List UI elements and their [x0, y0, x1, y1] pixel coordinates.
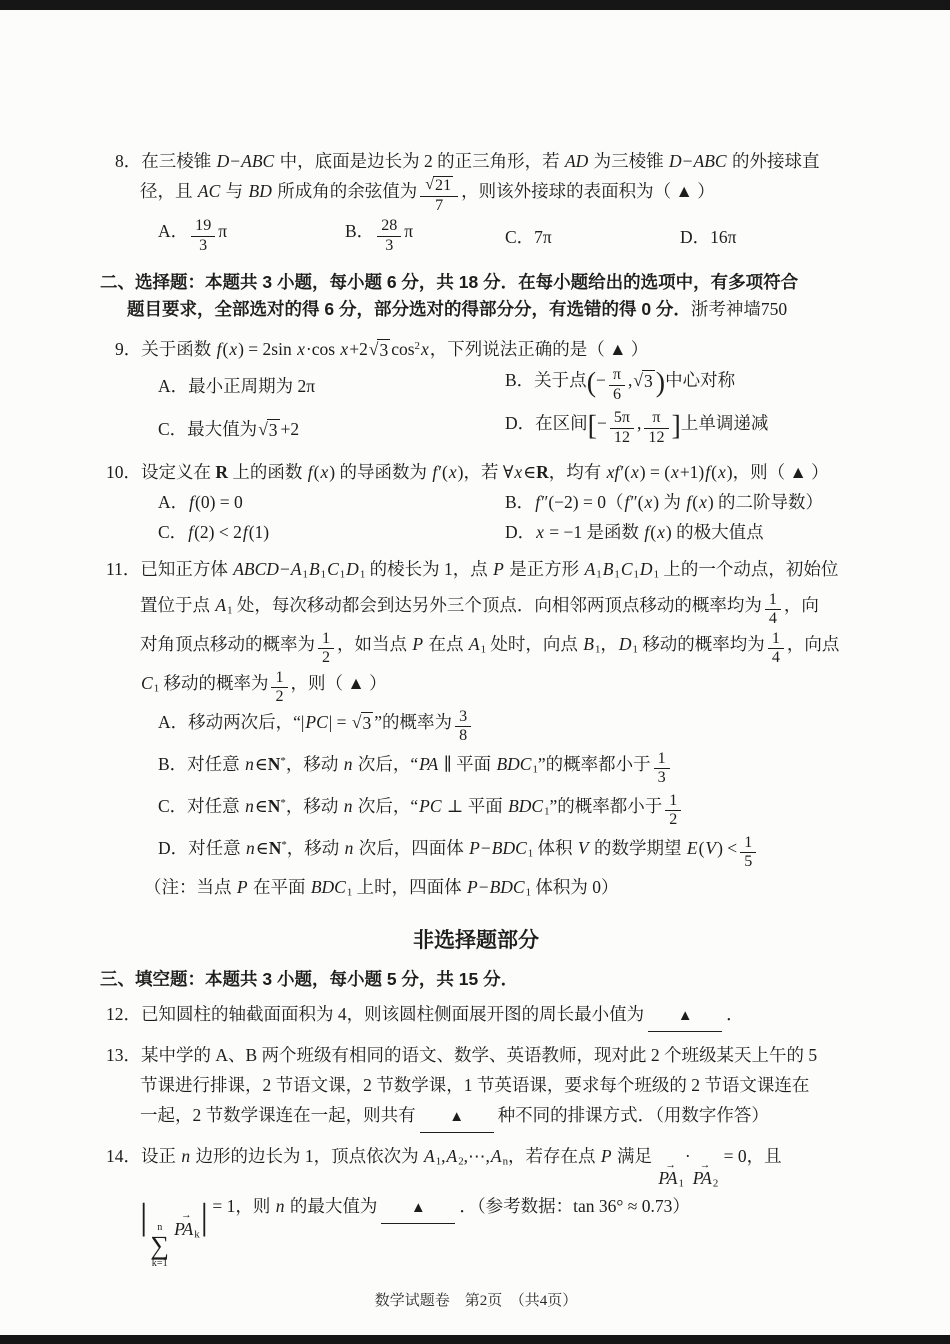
section-2-header-line-2: 题目要求，全部选对的得 6 分，部分选对的得部分分，有选错的得 0 分．浙考神墙750	[127, 299, 788, 320]
option-11a: A．移动两次后，“|PC| = √ 3 ”的概率为 $\frac{3}{8}$	[100, 707, 852, 746]
question-14	[100, 1141, 852, 1270]
question-13	[100, 1040, 852, 1133]
option-9a: A．最小正周期为 2π	[158, 375, 316, 396]
question-8-line-1: 8．在三棱锥 D−ABC 中，底面是边长为 2 的正三角形，若 AD 为三棱锥 D−ABC 的外接球直	[115, 151, 820, 171]
question-11-line-4: $C_1$ 移动的概率为 $\frac{1}{2}$ ，则（ ▲ ）	[141, 668, 387, 706]
option-11c: C．对任意 n∈N*，移动 n 次后，“PC ⊥ 平面 $BDC_1$”的概率都小于 $\frac{1}{2}$	[100, 788, 852, 830]
question-10-stem: 10．设定义在 R 上的函数 f(x) 的导函数为 f′(x)，若 ∀x∈R，均有 xf′(x) = (x+1)f(x)，则（ ▲ ）	[106, 462, 829, 482]
option-10d: D．x = −1 是函数 f(x) 的极大值点	[505, 522, 764, 542]
question-11-line-2: 置位于点 $A_1$ 处，每次移动都会到达另外三个顶点．向相邻两顶点移动的概率均为 $\frac{1}{4}$ ，向	[140, 590, 819, 628]
question-10-options	[100, 489, 852, 544]
question-8	[100, 146, 852, 255]
question-13-line-2: 节课进行排课，2 节语文课，2 节数学课，1 节英语课，要求每个班级的 2 节语文课连在	[140, 1074, 810, 1095]
question-9-stem: 9．关于函数 f(x) = 2sin x·cos x+2 √ 3 $\cos^2x$，下列说法正确的是（ ▲ ）	[115, 339, 649, 360]
option-8c: C．7π	[505, 226, 552, 247]
option-8a: A． $\frac{19}{3}$ π	[158, 217, 228, 254]
scan-edge-bottom	[0, 1335, 950, 1344]
question-14-line-2: | n ∑ k=1 → $PA_k$ | = 1，则 n 的最大值为 ▲ ．（参考数据：tan 36° ≈ 0.73）	[100, 1191, 852, 1270]
page-footer: 数学试题卷 第2页 （共4页）	[374, 1293, 578, 1310]
option-10b: B．f″(−2) = 0（f″(x) 为 f(x) 的二阶导数）	[505, 492, 824, 512]
question-12	[100, 999, 852, 1032]
question-12-line: 12．已知圆柱的轴截面面积为 4，则该圆柱侧面展开图的周长最小值为 ▲ ．	[100, 999, 852, 1032]
question-8-line-2: 径，且 AC 与 BD 所成角的余弦值为 √ 21 7 ，则该外接球的表面积为（ ▲ ）	[140, 176, 715, 214]
question-9	[100, 331, 852, 447]
non-mcq-section-title: 非选择题部分	[413, 928, 539, 952]
option-9c: C．最大值为 √ 3 +2	[158, 418, 300, 440]
question-11-line-3: 对角顶点移动的概率为 $\frac{1}{2}$ ，如当点 P 在点 $A_1$ 处时，向点 $B_1$，$D_1$ 移动的概率均为 $\frac{1}{4}$ ，向点	[140, 629, 840, 667]
question-11-line-1: 11．已知正方体 $ABCD-A_1B_1C_1D_1$ 的棱长为 1，点 P 是正方形 $A_1B_1C_1D_1$ 上的一个动点，初始位	[106, 559, 839, 581]
option-10c: C．f(2) < 2f(1)	[158, 522, 270, 542]
question-11	[100, 554, 852, 908]
section-2-header	[100, 269, 852, 323]
section-3-header-line: 三、填空题：本题共 3 小题，每小题 5 分，共 15 分．	[100, 968, 519, 989]
option-8d: D．16π	[680, 226, 737, 247]
question-13-line-3: 一起，2 节数学课连在一起，则共有 ▲ 种不同的排课方式．（用数字作答）	[100, 1100, 852, 1133]
question-14-line-1: 14．设正 n 边形的边长为 1，顶点依次为 $A_1,A_2,\cdots,A_n$，若存在点 P 满足 → $PA_1$ · → $PA_2$ = 0，且	[106, 1145, 782, 1191]
option-11b: B．对任意 n∈N*，移动 n 次后，“PA ∥ 平面 $BDC_1$”的概率都小于 $\frac{1}{3}$	[100, 746, 852, 788]
question-10	[100, 457, 852, 544]
question-11-note: （注：当点 P 在平面 $BDC_1$ 上时，四面体 $P-BDC_1$ 体积为 0）	[144, 876, 619, 899]
scan-edge-top	[0, 0, 950, 10]
option-8b: B． $\frac{28}{3}$ π	[345, 217, 414, 254]
question-9-options	[100, 366, 852, 447]
section-3-header	[100, 966, 852, 993]
option-9d: D．在区间[− $\frac{5\pi}{12}$ , $\frac{\pi}{12}$ ]上单调递减	[505, 409, 769, 446]
option-9b: B．关于点(− $\frac{\pi}{6}$ , √ 3 )中心对称	[505, 366, 736, 403]
option-11d: D．对任意 n∈N*，移动 n 次后，四面体 $P-BDC_1$ 体积 V 的数学期望 E(V) < $\frac{1}{5}$	[100, 830, 852, 872]
section-2-header-line-1: 二、选择题：本题共 3 小题，每小题 6 分，共 18 分．在每小题给出的选项中，有多项符合	[100, 272, 799, 293]
question-13-line-1: 13．某中学的 A、B 两个班级有相同的语文、数学、英语教师，现对此 2 个班级某天上午的 5	[106, 1044, 818, 1065]
question-8-options	[100, 217, 852, 255]
option-10a: A．f(0) = 0	[158, 492, 243, 512]
